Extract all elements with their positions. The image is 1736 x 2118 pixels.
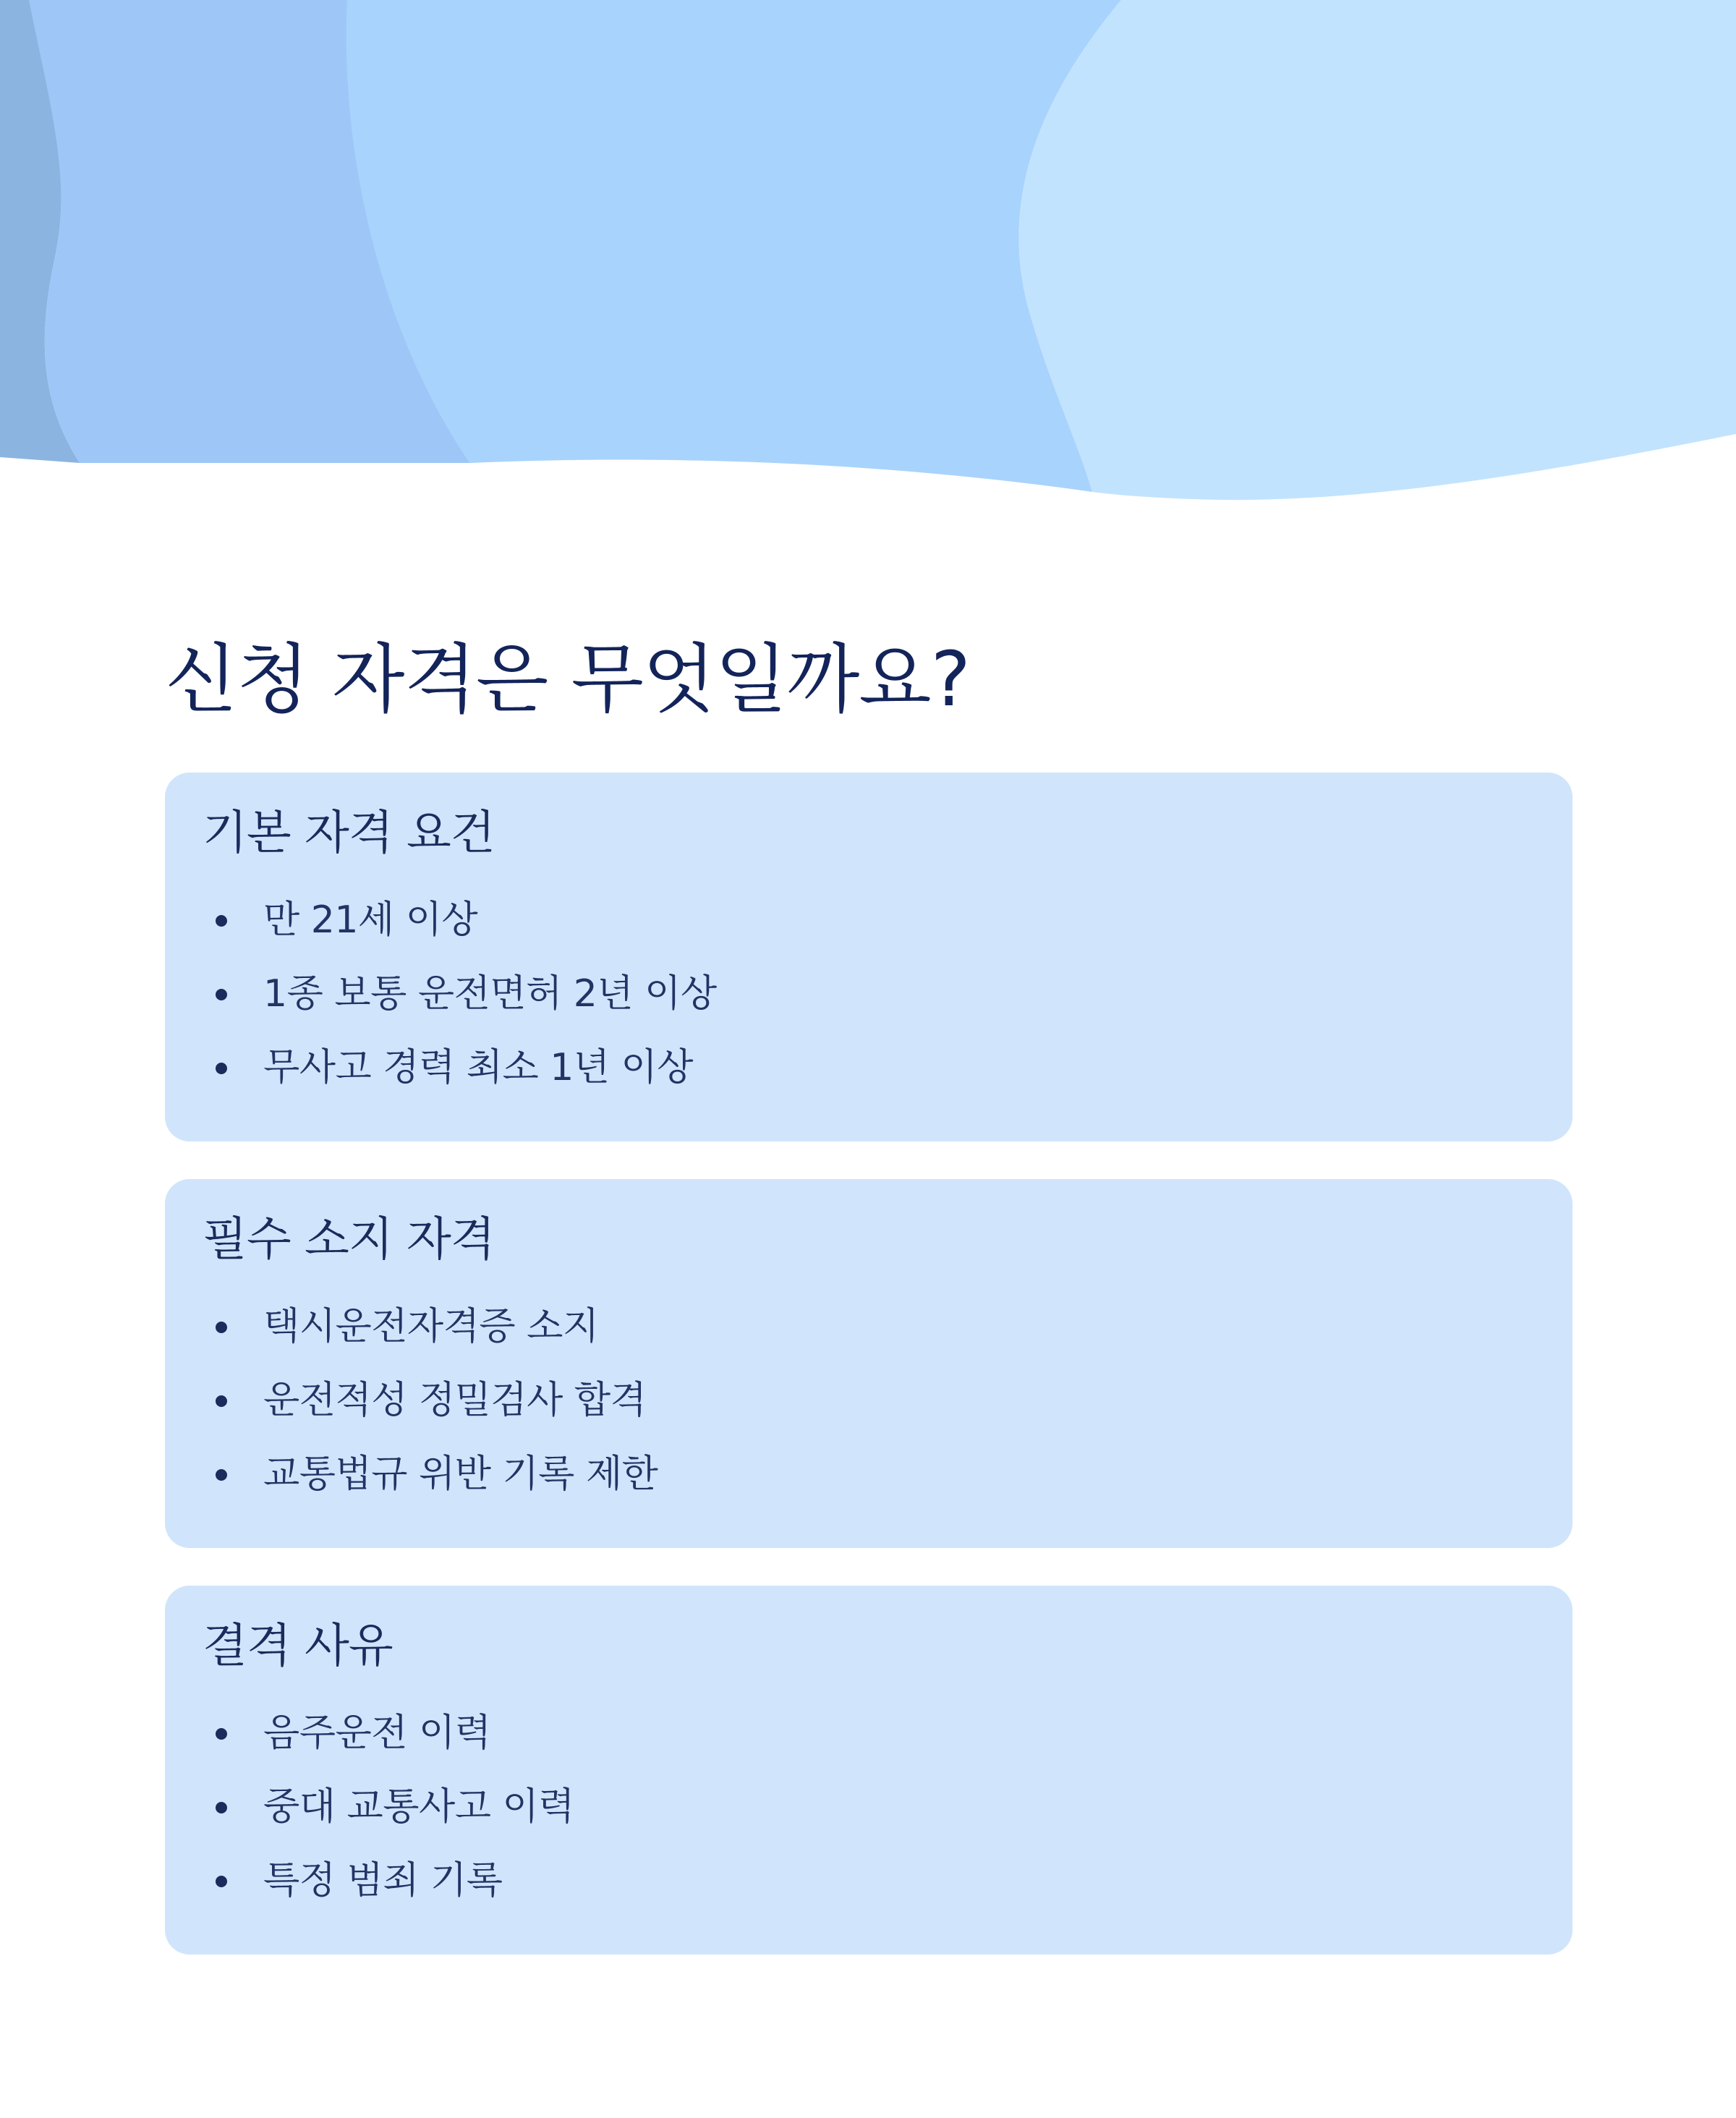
list-item — [203, 1845, 1535, 1918]
list-item — [203, 958, 1535, 1032]
list-item — [203, 1032, 1535, 1105]
list-item — [203, 1771, 1535, 1845]
requirement-list — [203, 1290, 1535, 1512]
requirement-list — [203, 884, 1535, 1105]
bullet-icon — [216, 1876, 227, 1887]
hero-wave-mid — [346, 0, 1121, 492]
card-title: 필수 소지 자격 — [203, 1212, 495, 1267]
hero-wave-right — [1019, 0, 1736, 500]
list-item-text: 택시운전자격증 소지 — [263, 1305, 599, 1349]
list-item-text: 만 21세 이상 — [263, 898, 478, 943]
list-item-text: 1종 보통 운전면허 2년 이상 — [263, 972, 717, 1016]
hero-background — [0, 0, 1736, 521]
list-item-text: 중대 교통사고 이력 — [263, 1785, 574, 1829]
card-title: 기본 자격 요건 — [203, 806, 495, 860]
bullet-icon — [216, 1728, 227, 1740]
main-content — [165, 637, 1573, 1992]
requirement-list — [203, 1697, 1535, 1918]
page-title: 신청 자격은 무엇일까요? — [165, 635, 970, 723]
eligibility-cards — [165, 773, 1573, 1955]
list-item — [203, 1364, 1535, 1438]
bullet-icon — [216, 1802, 227, 1813]
bullet-icon — [216, 1322, 227, 1333]
list-item-text: 음주운전 이력 — [263, 1711, 491, 1756]
card-required-qualifications — [165, 1179, 1573, 1548]
card-title: 결격 사유 — [203, 1619, 393, 1673]
list-item-text: 교통법규 위반 기록 제한 — [263, 1453, 658, 1497]
bullet-icon — [216, 1063, 227, 1074]
hero-waves-graphic — [0, 0, 1736, 521]
list-item-text: 운전적성 정밀검사 합격 — [263, 1379, 647, 1423]
card-disqualifications — [165, 1586, 1573, 1955]
bullet-icon — [216, 989, 227, 1000]
list-item-text: 특정 범죄 기록 — [263, 1859, 503, 1903]
list-item — [203, 884, 1535, 958]
card-basic-requirements — [165, 773, 1573, 1141]
bullet-icon — [216, 1395, 227, 1407]
bullet-icon — [216, 1469, 227, 1481]
list-item — [203, 1290, 1535, 1364]
list-item — [203, 1697, 1535, 1771]
list-item-text: 무사고 경력 최소 1년 이상 — [263, 1046, 694, 1090]
bullet-icon — [216, 915, 227, 927]
list-item — [203, 1438, 1535, 1512]
